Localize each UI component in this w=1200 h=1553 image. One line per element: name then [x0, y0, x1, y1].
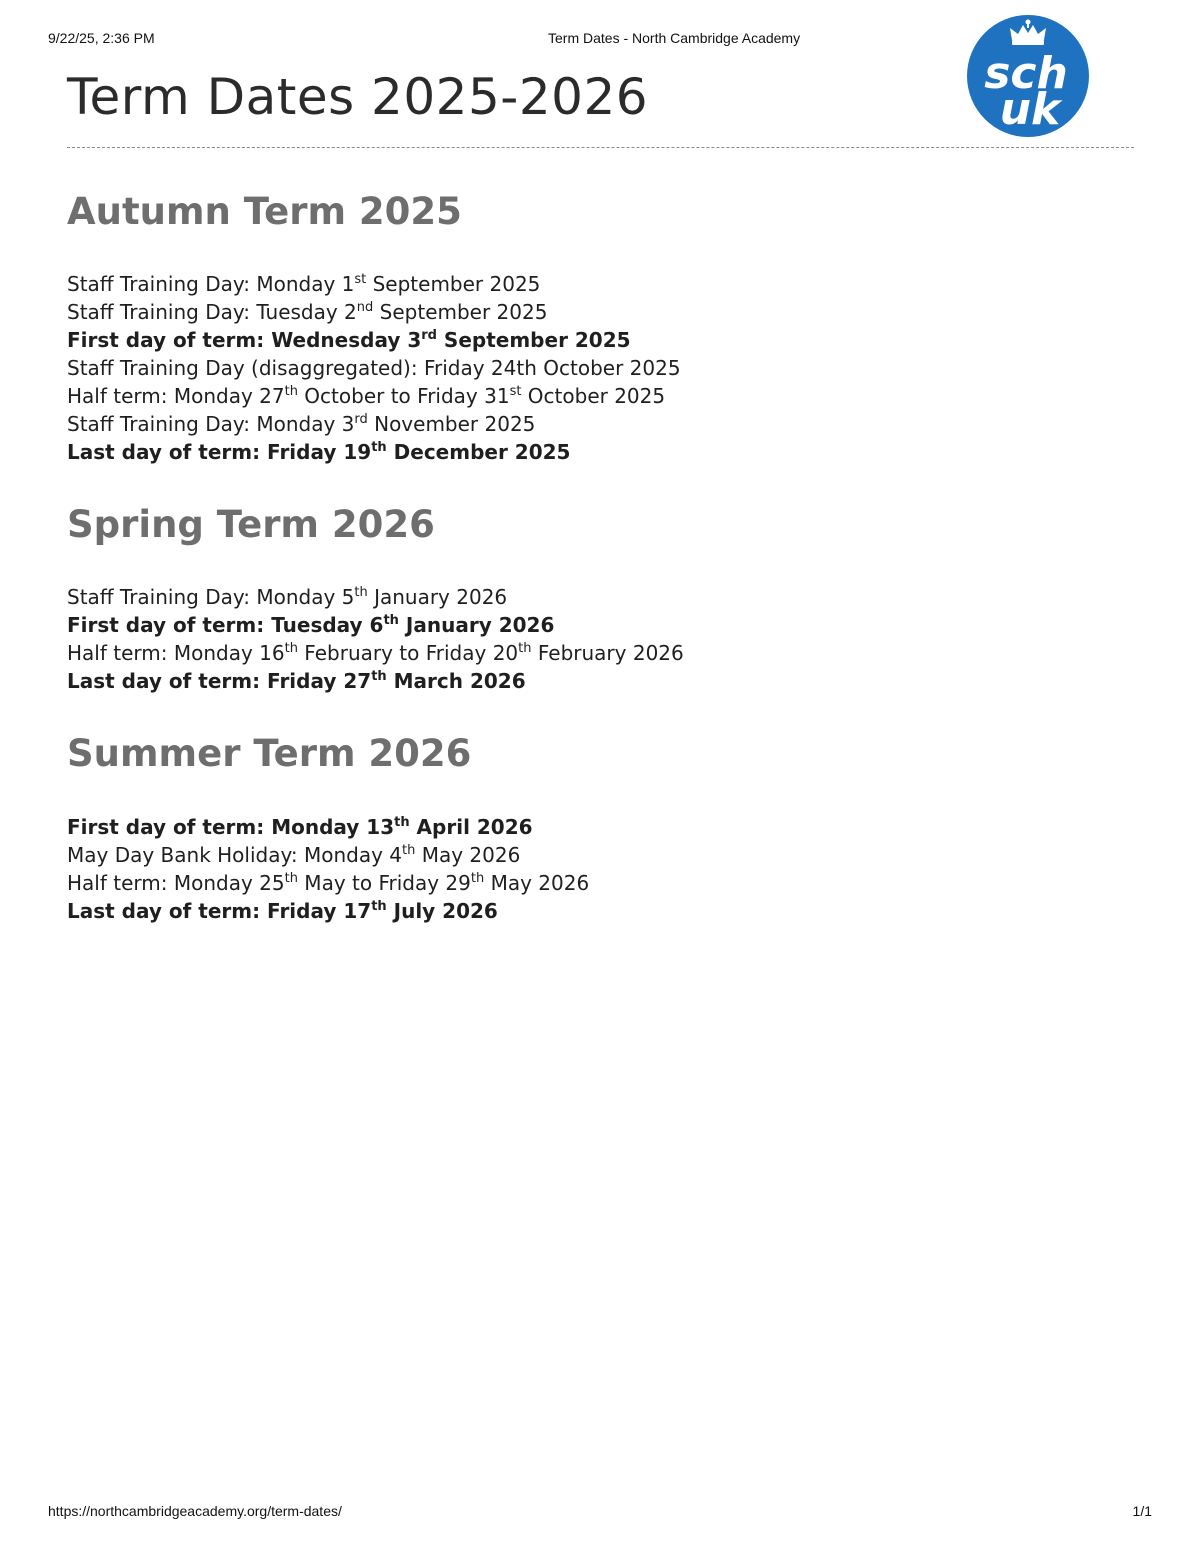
date-text: September 2025: [366, 272, 541, 296]
date-text: July 2026: [386, 899, 498, 923]
ordinal-suffix: rd: [354, 412, 368, 427]
logo-text-top: sch: [984, 48, 1068, 99]
date-text: May 2026: [415, 843, 521, 867]
ordinal-suffix: th: [284, 384, 298, 399]
date-line: [67, 298, 681, 326]
date-line: [67, 639, 684, 667]
date-line: [67, 813, 589, 841]
date-line: [67, 841, 589, 869]
section-lines-summer: [67, 813, 589, 925]
date-text: Staff Training Day: Monday 1: [67, 272, 355, 296]
date-line: [67, 270, 681, 298]
date-text: September 2025: [436, 328, 631, 352]
ordinal-suffix: th: [470, 871, 485, 886]
date-text: Staff Training Day: Monday 3: [67, 412, 355, 436]
print-page-title: Term Dates - North Cambridge Academy: [548, 30, 801, 46]
ordinal-suffix: th: [371, 669, 387, 684]
ordinal-suffix: st: [509, 384, 522, 399]
date-text: December 2025: [386, 440, 571, 464]
date-text: Half term: Monday 27: [67, 384, 285, 408]
ordinal-suffix: rd: [421, 328, 437, 343]
date-text: First day of term: Tuesday 6: [67, 613, 384, 637]
section-heading-spring: Spring Term 2026: [67, 503, 435, 546]
date-line: [67, 583, 684, 611]
date-text: October 2025: [521, 384, 666, 408]
print-datetime: 9/22/25, 2:36 PM: [48, 30, 155, 46]
ordinal-suffix: th: [394, 815, 410, 830]
logo-text-bottom: uk: [999, 84, 1061, 135]
date-text: May to Friday 29: [297, 871, 471, 895]
date-text: Half term: Monday 25: [67, 871, 285, 895]
date-text: April 2026: [409, 815, 533, 839]
ordinal-suffix: st: [354, 272, 367, 287]
ordinal-suffix: th: [284, 641, 298, 656]
section-heading-autumn: Autumn Term 2025: [67, 190, 462, 233]
date-text: Staff Training Day: Tuesday 2: [67, 300, 357, 324]
date-text: January 2026: [367, 585, 508, 609]
ordinal-suffix: th: [354, 585, 368, 600]
date-text: First day of term: Wednesday 3: [67, 328, 422, 352]
ordinal-suffix: th: [284, 871, 298, 886]
date-line: [67, 326, 681, 354]
print-url: https://northcambridgeacademy.org/term-dates/: [48, 1503, 342, 1519]
date-text: November 2025: [367, 412, 536, 436]
date-text: Staff Training Day: Monday 5: [67, 585, 355, 609]
date-text: May Day Bank Holiday: Monday 4: [67, 843, 402, 867]
section-lines-spring: [67, 583, 684, 695]
date-text: February 2026: [531, 641, 684, 665]
date-text: May 2026: [484, 871, 590, 895]
page-title: Term Dates 2025-2026: [67, 68, 649, 126]
date-text: Last day of term: Friday 27: [67, 669, 372, 693]
date-text: January 2026: [398, 613, 555, 637]
date-text: Last day of term: Friday 17: [67, 899, 372, 923]
ordinal-suffix: th: [402, 843, 416, 858]
date-text: March 2026: [386, 669, 526, 693]
date-text: Half term: Monday 16: [67, 641, 285, 665]
date-line: [67, 354, 681, 382]
ordinal-suffix: th: [383, 613, 399, 628]
date-text: October to Friday 31: [297, 384, 510, 408]
date-text: September 2025: [373, 300, 548, 324]
date-text: Staff Training Day (disaggregated): Friday 24th October 2025: [67, 356, 681, 380]
sch-uk-logo: [966, 14, 1090, 138]
ordinal-suffix: th: [371, 440, 387, 455]
ordinal-suffix: th: [371, 899, 387, 914]
date-text: February to Friday 20: [297, 641, 519, 665]
ordinal-suffix: th: [518, 641, 532, 656]
section-lines-autumn: [67, 270, 681, 466]
print-footer: [48, 1503, 1152, 1523]
print-page-number: 1/1: [1132, 1503, 1152, 1519]
date-text: Last day of term: Friday 19: [67, 440, 372, 464]
date-line: [67, 611, 684, 639]
header-divider: [67, 147, 1134, 148]
ordinal-suffix: nd: [356, 300, 374, 315]
date-line: [67, 382, 681, 410]
date-line: [67, 410, 681, 438]
date-line: [67, 897, 589, 925]
section-heading-summer: Summer Term 2026: [67, 732, 472, 775]
date-line: [67, 438, 681, 466]
date-line: [67, 667, 684, 695]
sch-uk-logo-graphic: [966, 14, 1090, 138]
date-line: [67, 869, 589, 897]
date-text: First day of term: Monday 13: [67, 815, 395, 839]
